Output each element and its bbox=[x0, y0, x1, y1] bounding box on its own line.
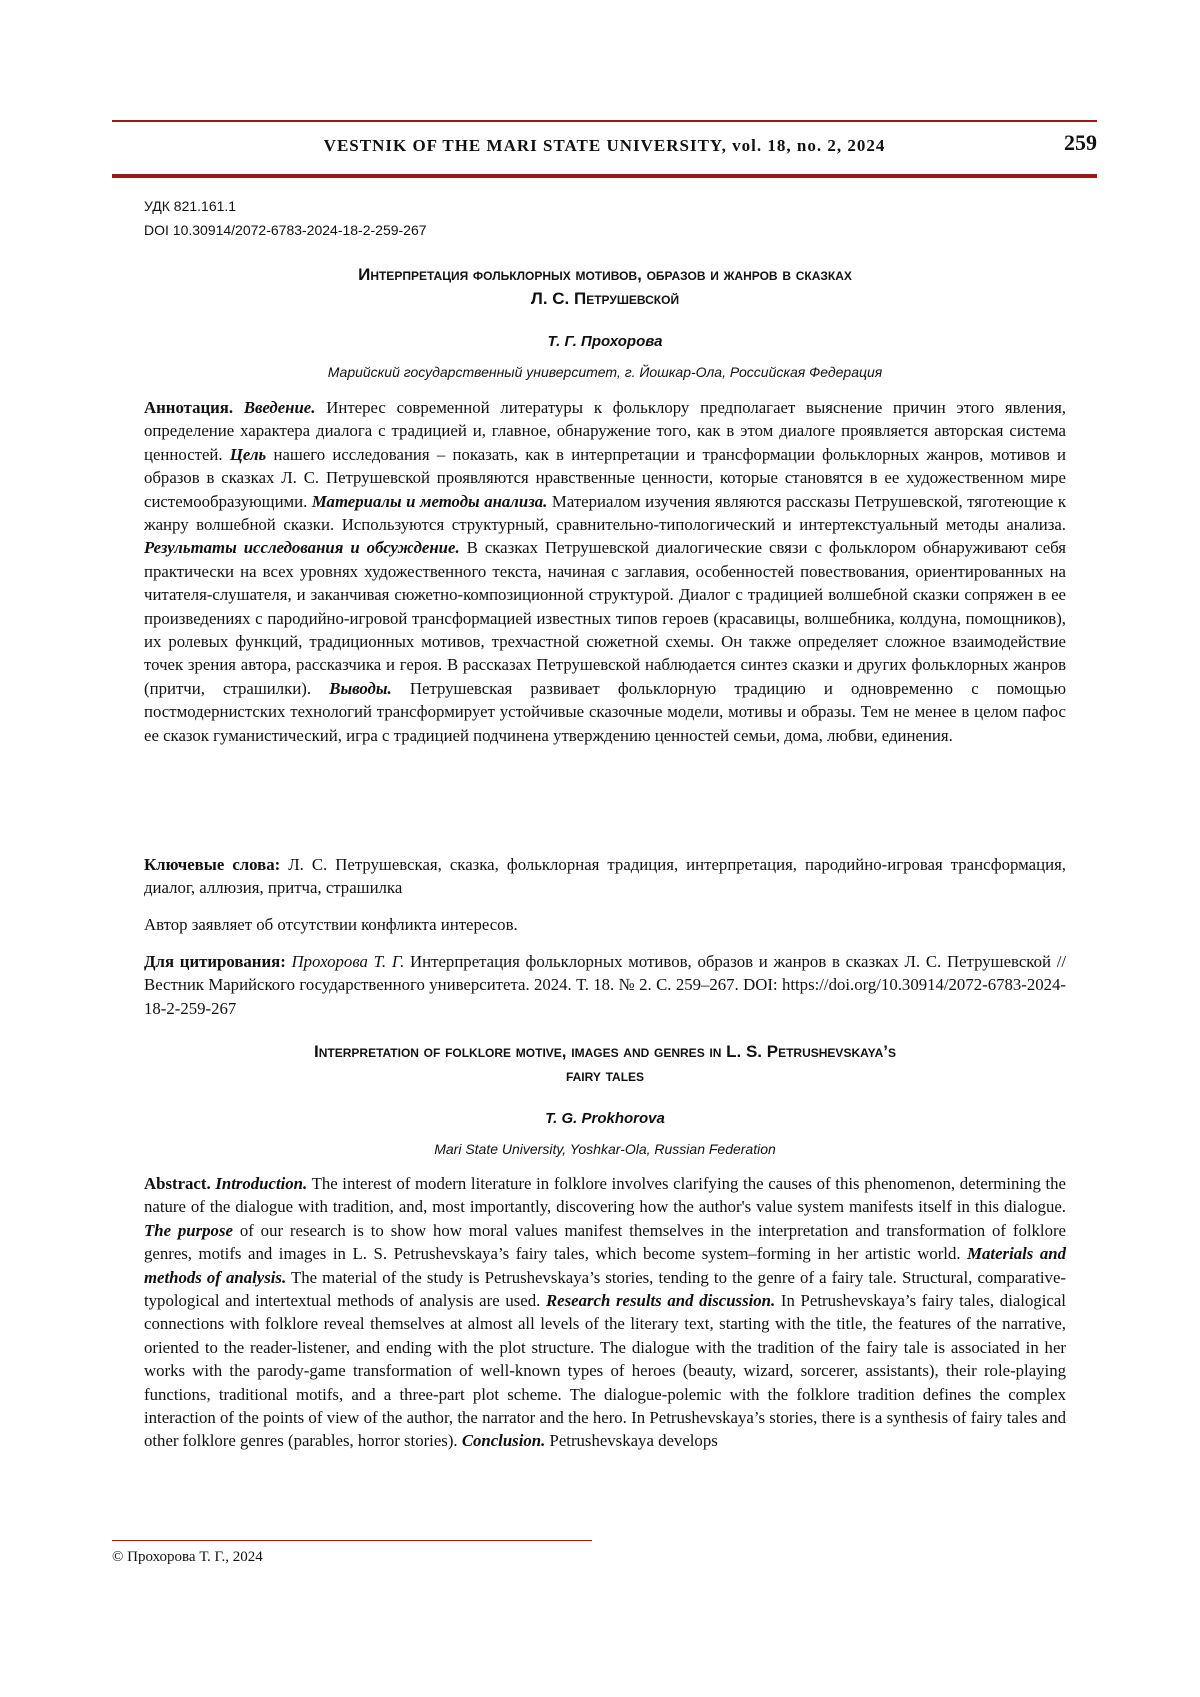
ru-aim-label: Цель bbox=[229, 444, 267, 464]
en-affiliation: Mari State University, Yoshkar-Ola, Russian Federation bbox=[434, 1141, 776, 1157]
ru-conflict-statement: Автор заявляет об отсутствии конфликта интересов. bbox=[144, 915, 518, 934]
en-methods-label: Materials and methods of analysis. bbox=[144, 1244, 1066, 1287]
ru-keywords-label: Ключевые слова: bbox=[144, 855, 281, 874]
en-title-line1: Interpretation of folklore motive, images and genres in L. S. Petrushevskaya’s bbox=[314, 1042, 896, 1061]
ru-cite-author: Прохорова Т. Г. bbox=[291, 952, 405, 971]
ru-aim-text: нашего исследования – показать, как в интерпретации и трансформации фольклорных жанров, мотивов и образов в сказках Л. С. Петрушевской проявляются нравственные ценности, которые становятся в ее художественном мире системообразующими. bbox=[144, 444, 1066, 511]
header-rule-top bbox=[112, 120, 1097, 122]
en-abstract bbox=[144, 1172, 1066, 1453]
ru-affiliation: Марийский государственный университет, г. Йошкар-Ола, Российская Федерация bbox=[327, 364, 883, 380]
en-conclusion-text: Petrushevskaya develops bbox=[549, 1431, 718, 1451]
header-rule-bottom bbox=[112, 174, 1097, 178]
ru-abstract bbox=[144, 396, 1066, 747]
en-methods-text: The material of the study is Petrushevskaya’s stories, tending to the genre of a fairy tale. Structural, comparative-typological and intertextual methods of analysis are used. bbox=[144, 1267, 1066, 1311]
page-number: 259 bbox=[1064, 130, 1097, 155]
ru-conclusion-text: Петрушевская развивает фольклорную традицию и одновременно с помощью постмодернистских технологий трансформирует устойчивые сказочные модели, мотивы и образы. Тем не менее в целом пафос ее сказок гуманистический, игра с традицией подчинена утверждению ценностей семьи, дома, любви, единения. bbox=[144, 678, 1066, 745]
ru-author: Т. Г. Прохорова bbox=[547, 333, 663, 350]
en-results-text: In Petrushevskaya’s fairy tales, dialogical connections with folklore reveal themselves at almost all levels of the literary text, starting with the title, the features of the narrative, oriented to the reader-listener, and ending with the plot structure. The dialogue with the tradition of the fairy tale is associated in her works with the parody-game transformation of well-known types of heroes (beauty, wizard, sorcerer, assistants), their role-playing functions, traditional motifs, and a three-part plot scheme. The dialogue-polemic with the folklore tradition defines the complex interaction of the points of view of the author, the narrator and the hero. In Petrushevskaya’s stories, there is a synthesis of fairy tales and other folklore genres (parables, horror stories). bbox=[144, 1291, 1066, 1451]
copyright: © Прохорова Т. Г., 2024 bbox=[112, 1549, 263, 1565]
ru-keywords-text: Л. С. Петрушевская, сказка, фольклорная традиция, интерпретация, пародийно-игровая трансформация, диалог, аллюзия, притча, страшилка bbox=[144, 855, 1066, 898]
ru-intro-text: Интерес современной литературы к фольклору предполагает выяснение причин этого явления, определение характера диалога с традицией и, главное, обнаружение того, как в этом диалоге проявляется авторская система ценностей. bbox=[144, 398, 1067, 464]
footnote-rule bbox=[112, 1540, 592, 1541]
ru-conclusion-label: Выводы. bbox=[329, 678, 392, 698]
en-title bbox=[144, 1040, 1066, 1088]
ru-cite-text: Интерпретация фольклорных мотивов, образов и жанров в сказках Л. С. Петрушевской // Вестник Марийского государственного университета. 2024. Т. 18. № 2. С. 259–267. DOI: https://doi.org/10.30914/2072-6783-2024-18-2-259-267 bbox=[144, 952, 1067, 1018]
ru-methods-text: Материалом изучения являются рассказы Петрушевской, тяготеющие к жанру волшебной сказки. Используются структурный, сравнительно-типологический и интертекстуальный методы анализа. bbox=[144, 491, 1066, 535]
ru-title bbox=[144, 263, 1066, 311]
en-results-label: Research results and discussion. bbox=[545, 1291, 776, 1311]
ru-cite-label: Для цитирования: bbox=[144, 952, 286, 971]
ru-methods-label: Материалы и методы анализа. bbox=[311, 491, 548, 511]
ru-intro-label: Введение. bbox=[243, 398, 316, 417]
ru-results-text: В сказках Петрушевской диалогические связи с фольклором обнаруживают себя практически на всех уровнях художественного текста, начиная с заглавия, особенностей повествования, ориентированных на читателя-слушателя, и заканчивая сюжетно-композиционной структурой. Диалог с традицией волшебной сказки сопряжен в ее произведениях с пародийно-игровой трансформацией известных типов героев (красавицы, волшебника, колдуна, помощников), их ролевых функций, традиционных мотивов, трехчастной сюжетной схемы. Он также определяет сложное взаимодействие точек зрения автора, рассказчика и героя. В рассказах Петрушевской наблюдается синтез сказки и других фольклорных жанров (притчи, страшилки). bbox=[144, 538, 1066, 698]
en-abstract-label: Abstract. bbox=[144, 1174, 211, 1193]
en-aim-label: The purpose bbox=[144, 1220, 233, 1240]
en-author: T. G. Prokhorova bbox=[545, 1110, 665, 1127]
udk-code: УДК 821.161.1 bbox=[144, 198, 237, 214]
en-intro-text: The interest of modern literature in folklore involves clarifying the causes of this phenomenon, determining the nature of the dialogue with tradition, and, most importantly, discovering how the author's value system manifests itself in this dialogue. bbox=[144, 1174, 1066, 1217]
ru-title-line2: Л. С. Петрушевской bbox=[530, 289, 680, 308]
doi-line: DOI 10.30914/2072-6783-2024-18-2-259-267 bbox=[144, 222, 427, 238]
en-conclusion-label: Conclusion. bbox=[461, 1431, 546, 1451]
ru-results-label: Результаты исследования и обсуждение. bbox=[144, 538, 460, 558]
en-intro-label: Introduction. bbox=[215, 1174, 308, 1193]
journal-header: VESTNIK OF THE MARI STATE UNIVERSITY, vol. 18, no. 2, 2024 bbox=[323, 136, 886, 155]
ru-abstract-label: Аннотация. bbox=[144, 398, 234, 417]
en-title-line2: fairy tales bbox=[565, 1066, 645, 1085]
ru-keywords bbox=[144, 853, 1066, 900]
en-aim-text: of our research is to show how moral values manifest themselves in the interpretation and transformation of folklore genres, motifs and images in L. S. Petrushevskaya’s fairy tales, which become system–forming in her artistic world. bbox=[144, 1220, 1067, 1264]
ru-title-line1: Интерпретация фольклорных мотивов, образов и жанров в сказках bbox=[358, 265, 852, 284]
ru-citation bbox=[144, 950, 1066, 1020]
